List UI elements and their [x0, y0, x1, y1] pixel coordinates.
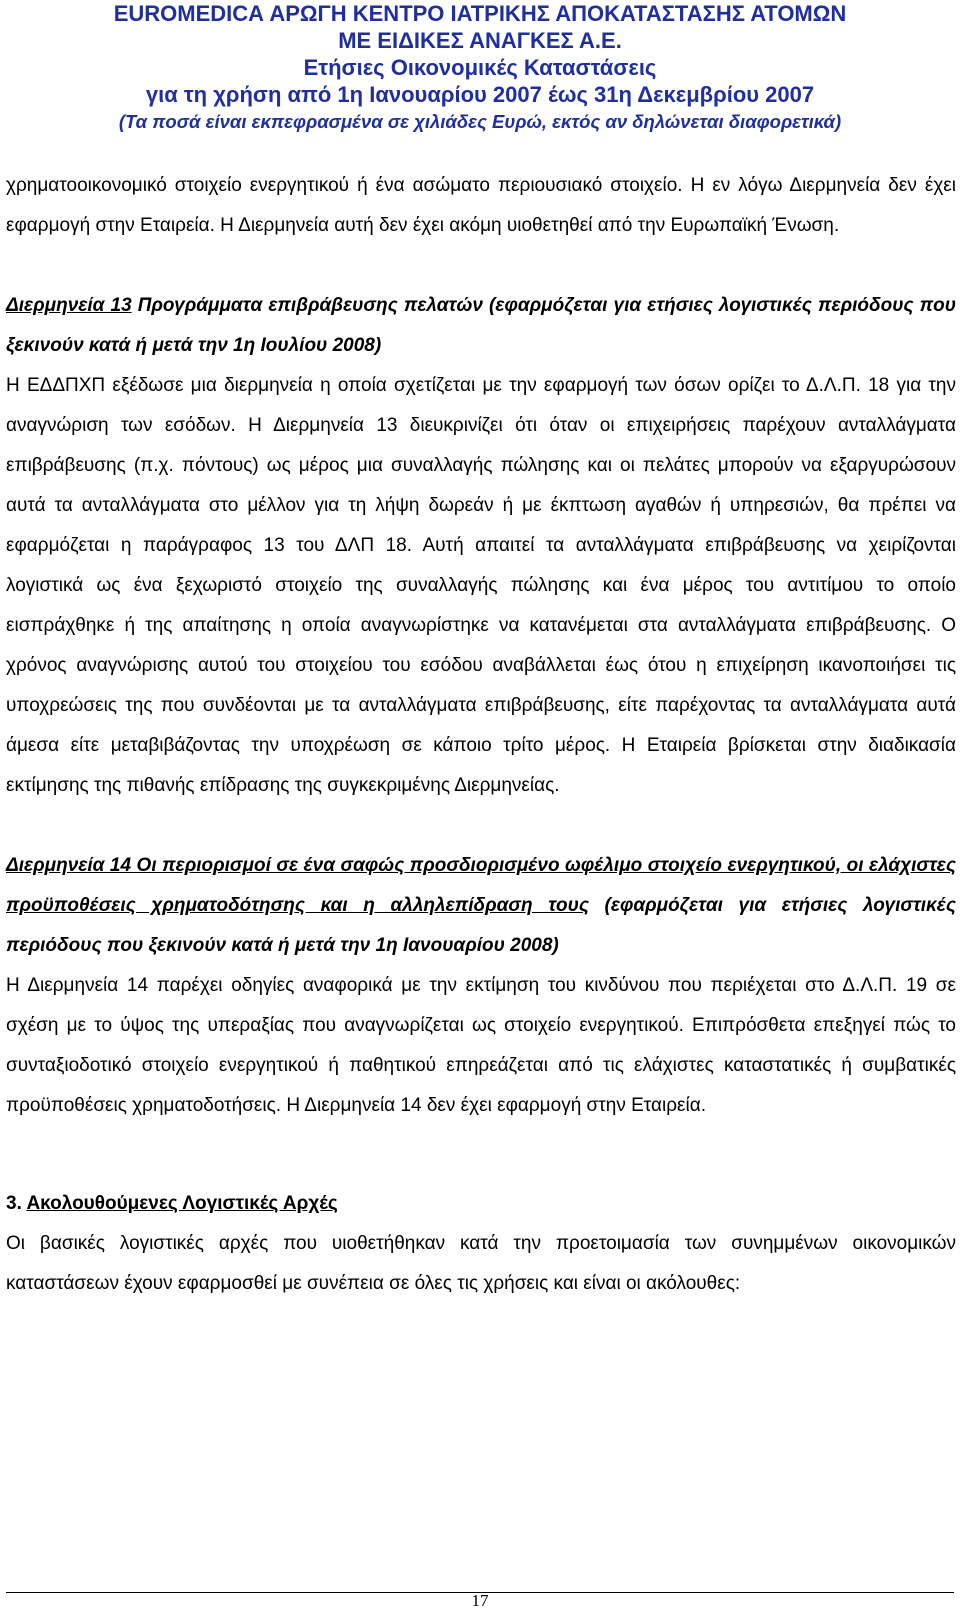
document-header — [0, 0, 960, 135]
report-period: για τη χρήση από 1η Ιανουαρίου 2007 έως 31η Δεκεμβρίου 2007 — [145, 82, 815, 107]
interpretation-13-heading — [6, 286, 956, 366]
currency-note: (Τα ποσά είναι εκπεφρασμένα σε χιλιάδες Ευρώ, εκτός αν δηλώνεται διαφορετικά) — [118, 111, 842, 132]
spacer — [6, 1166, 956, 1184]
section-3-number: 3. — [6, 1193, 22, 1214]
section-3-heading — [6, 1184, 956, 1224]
page-body — [6, 166, 956, 1304]
spacer — [6, 1126, 956, 1166]
interpretation-13-body: Η ΕΔΔΠΧΠ εξέδωσε μια διερμηνεία η οποία σχετίζεται με την εφαρμογή των όσων ορίζει το Δ.Λ.Π. 18 για την αναγνώριση των εσόδων. Η Διερμηνεία 13 διευκρινίζει ότι όταν οι επιχειρήσεις παρέχουν ανταλλάγματα επιβράβευσης (π.χ. πόντους) ως μέρος μια συναλλαγής πώλησης και οι πελάτες μπορούν να εξαργυρώσουν αυτά τα ανταλλάγματα στο μέλλον για τη λήψη δωρεάν ή με έκπτωση αγαθών ή υπηρεσιών, θα πρέπει να εφαρμόζεται η παράγραφος 13 του ΔΛΠ 18. Αυτή απαιτεί τα ανταλλάγματα επιβράβευσης να χειρίζονται λογιστικά ως ένα ξεχωριστό στοιχείο της συναλλαγής πώλησης και ένα μέρος του αντιτίμου το οποίο εισπράχθηκε ή της απαίτησης η οποία αναγνωρίστηκε να κατανέμεται στα ανταλλάγματα επιβράβευσης. Ο χρόνος αναγνώρισης αυτού του στοιχείου του εσόδου αναβάλλεται έως ότου η επιχείρηση ικανοποιήσει τις υποχρεώσεις της που συνδέονται με τα ανταλλάγματα επιβράβευσης, είτε παρέχοντας τα ανταλλάγματα αυτά άμεσα είτε μεταβιβάζοντας την υποχρέωση σε κάποιο τρίτο μέρος. Η Εταιρεία βρίσκεται στην διαδικασία εκτίμησης της πιθανής επίδρασης της συγκεκριμένης Διερμηνείας. — [6, 375, 956, 796]
interpretation-14-heading — [6, 846, 956, 966]
page-number: 17 — [471, 1591, 489, 1610]
company-name-line2: ΜΕ ΕΙΔΙΚΕΣ ΑΝΑΓΚΕΣ Α.Ε. — [338, 28, 622, 53]
section-3-body: Οι βασικές λογιστικές αρχές που υιοθετήθηκαν κατά την προετοιμασία των συνημμένων οικονομικών καταστάσεων έχουν εφαρμοσθεί με συνέπεια σε όλες τις χρήσεις και είναι οι ακόλουθες: — [6, 1233, 956, 1294]
company-name-line1: EUROMEDICA ΑΡΩΓΗ ΚΕΝΤΡΟ ΙΑΤΡΙΚΗΣ ΑΠΟΚΑΤΑΣΤΑΣΗΣ ΑΤΟΜΩΝ — [113, 1, 847, 26]
spacer — [6, 246, 956, 286]
interpretation-14-heading-subtitle: (εφαρμόζεται για ετήσιες λογιστικές περιόδους που ξεκινούν κατά ή μετά την 1η Ιανουαρίου 2008) — [6, 895, 956, 956]
section-3-title: Ακολουθούμενες Λογιστικές Αρχές — [26, 1193, 338, 1214]
intro-paragraph: χρηματοοικονομικό στοιχείο ενεργητικού ή ένα ασώματο περιουσιακό στοιχείο. Η εν λόγω Διερμηνεία δεν έχει εφαρμογή στην Εταιρεία. Η Διερμηνεία αυτή δεν έχει ακόμη υιοθετηθεί από την Ευρωπαϊκή Ένωση. — [6, 175, 956, 236]
interpretation-14-body: Η Διερμηνεία 14 παρέχει οδηγίες αναφορικά με την εκτίμηση του κινδύνου που περιέχεται στο Δ.Λ.Π. 19 σε σχέση με το ύψος της υπεραξίας που αναγνωρίζεται ως στοιχείο ενεργητικού. Επιπρόσθετα επεξηγεί πώς το συνταξιοδοτικό στοιχείο ενεργητικού ή παθητικού επηρεάζεται από τις ελάχιστες καταστατικές ή συμβατικές προϋποθέσεις χρηματοδοτήσεις. Η Διερμηνεία 14 δεν έχει εφαρμογή στην Εταιρεία. — [6, 975, 956, 1116]
interpretation-13-heading-lead: Διερμηνεία 13 — [6, 295, 132, 316]
interpretation-13-heading-rest: Προγράμματα επιβράβευσης πελατών (εφαρμόζεται για ετήσιες λογιστικές περιόδους που ξεκινούν κατά ή μετά την 1η Ιουλίου 2008) — [6, 295, 956, 356]
spacer — [6, 806, 956, 846]
report-title: Ετήσιες Οικονομικές Καταστάσεις — [303, 55, 657, 80]
interpretation-14-heading-title: Διερμηνεία 14 Οι περιορισμοί σε ένα σαφώς προσδιορισμένο ωφέλιμο στοιχείο ενεργητικού, οι ελάχιστες προϋποθέσεις χρηματοδότησης και η αλληλεπίδραση τους — [6, 855, 956, 916]
